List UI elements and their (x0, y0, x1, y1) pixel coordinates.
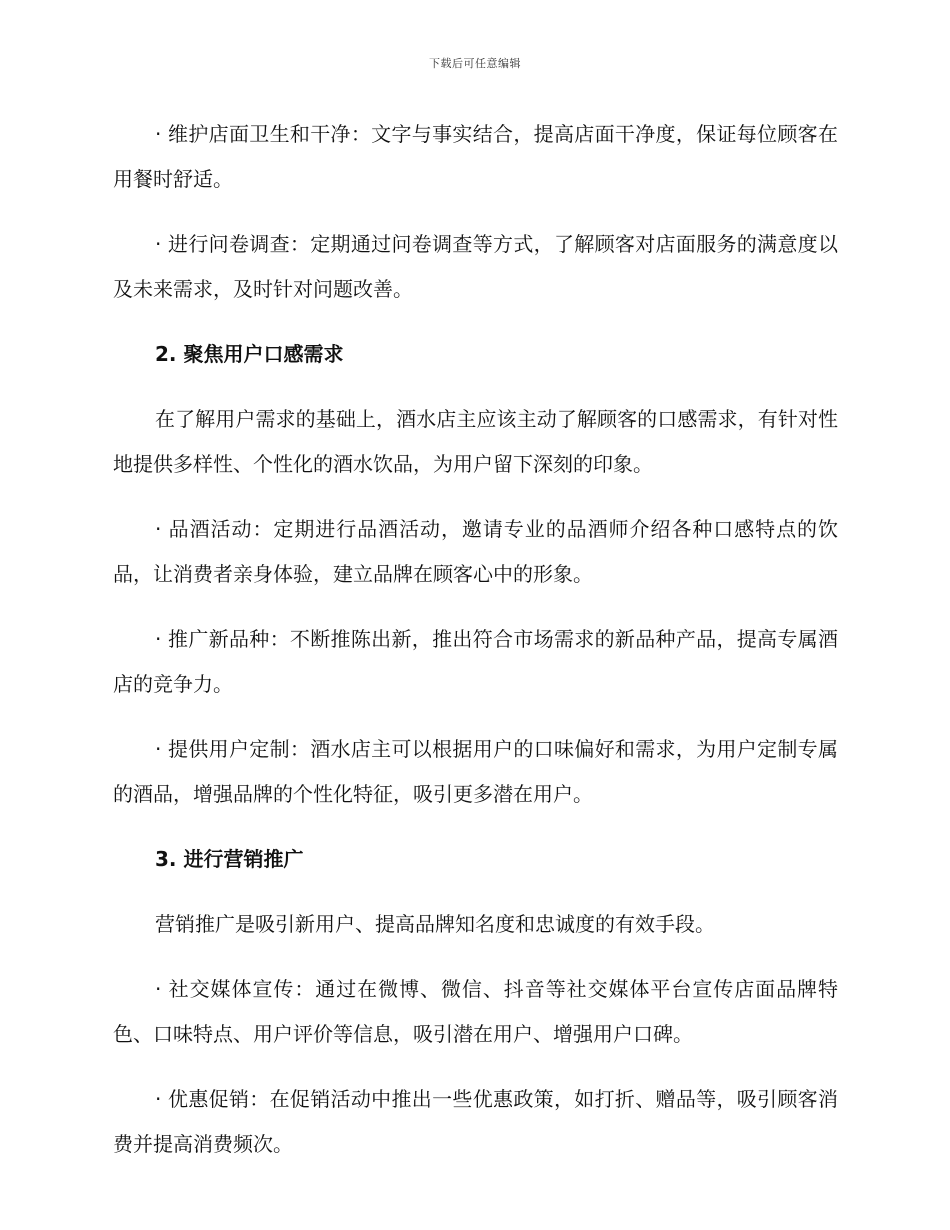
bullet-tasting-events: · 品酒活动：定期进行品酒活动，邀请专业的品酒师介绍各种口感特点的饮品，让消费者亲身体验，建立品牌在顾客心中的形象。 (113, 517, 838, 586)
bullet-custom-orders: · 提供用户定制：酒水店主可以根据用户的口味偏好和需求，为用户定制专属的酒品，增强品牌的个性化特征，吸引更多潜在用户。 (113, 737, 838, 806)
bullet-social-media: · 社交媒体宣传：通过在微博、微信、抖音等社交媒体平台宣传店面品牌特色、口味特点、用户评价等信息，吸引潜在用户、增强用户口碑。 (113, 977, 838, 1046)
bullet-questionnaire: · 进行问卷调查：定期通过问卷调查等方式，了解顾客对店面服务的满意度以及未来需求，及时针对问题改善。 (113, 232, 838, 301)
section-heading-taste-needs: 2. 聚焦用户口感需求 (155, 342, 344, 366)
section-heading-marketing: 3. 进行营销推广 (155, 847, 304, 871)
paragraph-taste-intro: 在了解用户需求的基础上，酒水店主应该主动了解顾客的口感需求，有针对性地提供多样性、个性化的酒水饮品，为用户留下深刻的印象。 (113, 407, 838, 476)
paragraph-marketing-intro: 营销推广是吸引新用户、提高品牌知名度和忠诚度的有效手段。 (155, 912, 715, 936)
bullet-store-hygiene: · 维护店面卫生和干净：文字与事实结合，提高店面干净度，保证每位顾客在用餐时舒适。 (113, 122, 838, 191)
bullet-promotions: · 优惠促销：在促销活动中推出一些优惠政策，如打折、赠品等，吸引顾客消费并提高消费频次。 (113, 1087, 838, 1156)
bullet-new-varieties: · 推广新品种：不断推陈出新，推出符合市场需求的新品种产品，提高专属酒店的竞争力。 (113, 627, 838, 696)
document-body (113, 112, 838, 1187)
header-note: 下载后可任意编辑 (429, 57, 521, 70)
